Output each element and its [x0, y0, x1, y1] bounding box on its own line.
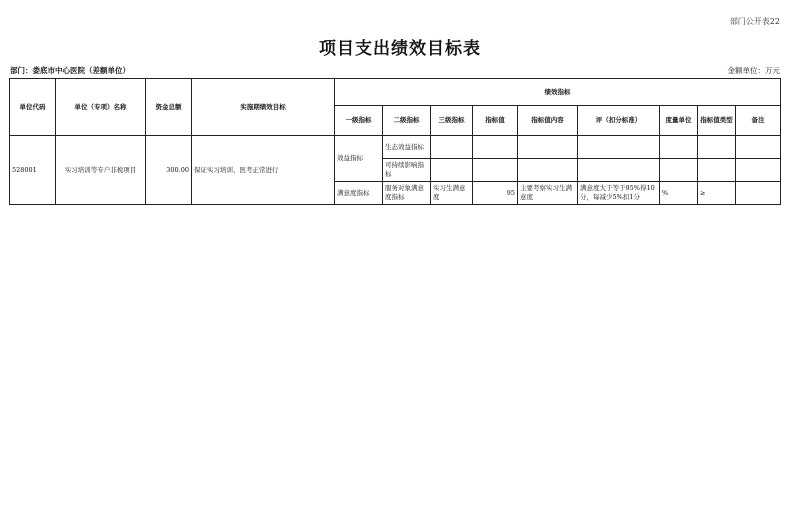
- cell-project-name: 实习培训等专户非税项目: [56, 136, 146, 205]
- cell-level1: 满意度指标: [335, 182, 383, 205]
- cell-unit: [660, 159, 698, 182]
- cell-remark: [736, 182, 781, 205]
- header-unit-code: 单位代码: [10, 79, 56, 136]
- header-funds: 资金总额: [146, 79, 192, 136]
- cell-value: 95: [473, 182, 518, 205]
- cell-level2: 可持续影响指标: [383, 159, 431, 182]
- cell-content: [518, 159, 578, 182]
- header-goal: 实施期绩效目标: [192, 79, 335, 136]
- cell-funds: 300.00: [146, 136, 192, 205]
- header-value-type: 指标值类型: [698, 106, 736, 136]
- performance-table: [9, 78, 781, 205]
- cell-level3: [431, 159, 473, 182]
- header-level2: 二级指标: [383, 106, 431, 136]
- cell-unit: [660, 136, 698, 159]
- cell-type: ≥: [698, 182, 736, 205]
- header-row: [10, 79, 781, 106]
- cell-eval: 满意度大于等于95%得10分，每减少5%扣1分: [578, 182, 660, 205]
- cell-level3: 实习生满意度: [431, 182, 473, 205]
- cell-eval: [578, 136, 660, 159]
- corner-label: 部门公开表22: [729, 17, 780, 26]
- cell-value: [473, 136, 518, 159]
- header-level3: 三级指标: [431, 106, 473, 136]
- cell-level1: 效益指标: [335, 136, 383, 182]
- page-title: 项目支出绩效目标表: [319, 39, 481, 59]
- cell-level2: 服务对象满意度指标: [383, 182, 431, 205]
- cell-value: [473, 159, 518, 182]
- cell-eval: [578, 159, 660, 182]
- cell-level2: 生态效益指标: [383, 136, 431, 159]
- cell-content: 主要考察实习生满意度: [518, 182, 578, 205]
- header-unit-name: 单位（专项）名称: [56, 79, 146, 136]
- header-eval: 评（扣分标准）: [578, 106, 660, 136]
- amount-unit-label: 金额单位：万元: [727, 66, 780, 75]
- cell-remark: [736, 159, 781, 182]
- header-level1: 一级指标: [335, 106, 383, 136]
- department-label: 部门：娄底市中心医院（差额单位）: [10, 66, 130, 75]
- cell-type: [698, 136, 736, 159]
- header-value: 指标值: [473, 106, 518, 136]
- header-remark: 备注: [736, 106, 781, 136]
- header-performance-group: 绩效指标: [335, 79, 781, 106]
- header-content: 指标值内容: [518, 106, 578, 136]
- cell-unit: %: [660, 182, 698, 205]
- cell-remark: [736, 136, 781, 159]
- cell-level3: [431, 136, 473, 159]
- cell-content: [518, 136, 578, 159]
- header-measure-unit: 度量单位: [660, 106, 698, 136]
- cell-goal: 保证实习培训、医考正常进行: [192, 136, 335, 205]
- cell-unit-code: 528001: [10, 136, 56, 205]
- cell-type: [698, 159, 736, 182]
- table-row: [10, 136, 781, 159]
